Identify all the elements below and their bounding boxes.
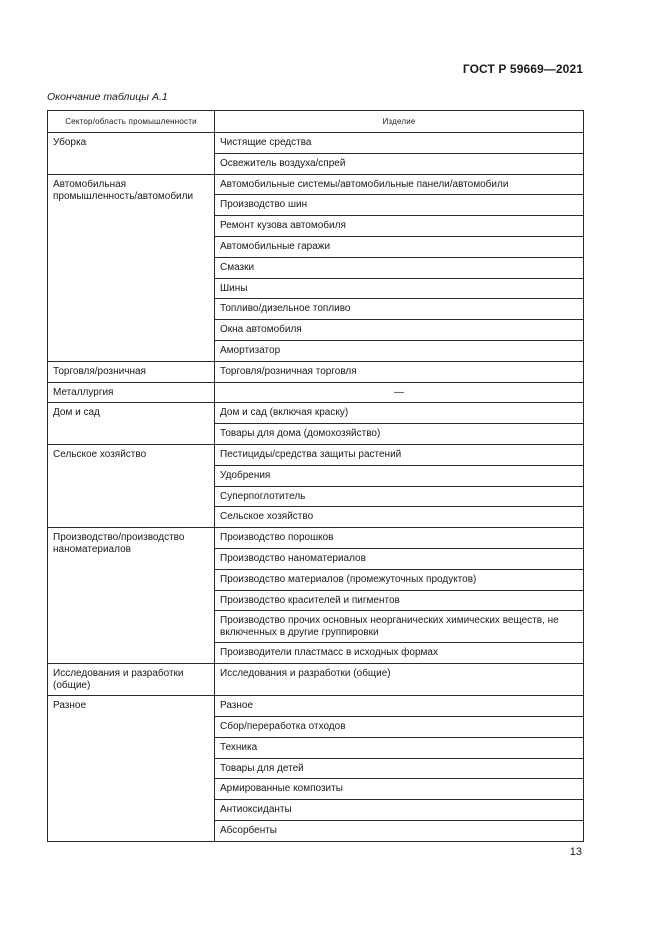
product-cell: Шины bbox=[215, 278, 584, 299]
product-cell: Освежитель воздуха/спрей bbox=[215, 153, 584, 174]
sector-cell: Сельское хозяйство bbox=[48, 444, 215, 527]
table-row bbox=[48, 403, 584, 424]
product-cell: Производство порошков bbox=[215, 528, 584, 549]
sector-cell: Производство/производство наноматериалов bbox=[48, 528, 215, 664]
product-cell: Производство материалов (промежуточных продуктов) bbox=[215, 569, 584, 590]
products-table bbox=[47, 110, 584, 842]
product-cell: Разное bbox=[215, 696, 584, 717]
product-cell: Производство красителей и пигментов bbox=[215, 590, 584, 611]
product-cell: Армированные композиты bbox=[215, 779, 584, 800]
table-row bbox=[48, 696, 584, 717]
product-cell: Производители пластмасс в исходных формах bbox=[215, 643, 584, 664]
product-cell: Производство наноматериалов bbox=[215, 548, 584, 569]
table-row bbox=[48, 133, 584, 154]
sector-cell: Автомобильная промышленность/автомобили bbox=[48, 174, 215, 361]
product-cell: Производство прочих основных неорганических химических веществ, не включенных в другие группировки bbox=[215, 611, 584, 643]
product-cell: Сбор/переработка отходов bbox=[215, 716, 584, 737]
product-cell: Товары для дома (домохозяйство) bbox=[215, 424, 584, 445]
product-cell: Торговля/розничная торговля bbox=[215, 361, 584, 382]
table-caption: Окончание таблицы А.1 bbox=[47, 91, 168, 103]
product-cell: — bbox=[215, 382, 584, 403]
product-cell: Антиоксиданты bbox=[215, 800, 584, 821]
product-cell: Удобрения bbox=[215, 465, 584, 486]
product-cell: Абсорбенты bbox=[215, 820, 584, 841]
table-row bbox=[48, 382, 584, 403]
column-header-product: Изделие bbox=[215, 111, 584, 133]
page-number: 13 bbox=[569, 846, 582, 858]
product-cell: Автомобильные гаражи bbox=[215, 236, 584, 257]
product-cell: Техника bbox=[215, 737, 584, 758]
product-cell: Топливо/дизельное топливо bbox=[215, 299, 584, 320]
column-header-sector: Сектор/область промышленности bbox=[48, 111, 215, 133]
product-cell: Исследования и разработки (общие) bbox=[215, 664, 584, 696]
product-cell: Окна автомобиля bbox=[215, 320, 584, 341]
product-cell: Товары для детей bbox=[215, 758, 584, 779]
standard-designation: ГОСТ Р 59669—2021 bbox=[462, 62, 583, 76]
table-row bbox=[48, 528, 584, 549]
product-cell: Дом и сад (включая краску) bbox=[215, 403, 584, 424]
product-cell: Смазки bbox=[215, 257, 584, 278]
sector-cell: Дом и сад bbox=[48, 403, 215, 445]
product-cell: Автомобильные системы/автомобильные панели/автомобили bbox=[215, 174, 584, 195]
table-row bbox=[48, 174, 584, 195]
sector-cell: Разное bbox=[48, 696, 215, 842]
product-cell: Пестициды/средства защиты растений bbox=[215, 444, 584, 465]
table-header-row bbox=[48, 111, 584, 133]
product-cell: Суперпоглотитель bbox=[215, 486, 584, 507]
product-cell: Сельское хозяйство bbox=[215, 507, 584, 528]
sector-cell: Металлургия bbox=[48, 382, 215, 403]
sector-cell: Исследования и разработки (общие) bbox=[48, 664, 215, 696]
product-cell: Чистящие средства bbox=[215, 133, 584, 154]
sector-cell: Торговля/розничная bbox=[48, 361, 215, 382]
sector-cell: Уборка bbox=[48, 133, 215, 175]
product-cell: Производство шин bbox=[215, 195, 584, 216]
product-cell: Амортизатор bbox=[215, 340, 584, 361]
product-cell: Ремонт кузова автомобиля bbox=[215, 216, 584, 237]
table-row bbox=[48, 664, 584, 696]
table-row bbox=[48, 361, 584, 382]
table-row bbox=[48, 444, 584, 465]
